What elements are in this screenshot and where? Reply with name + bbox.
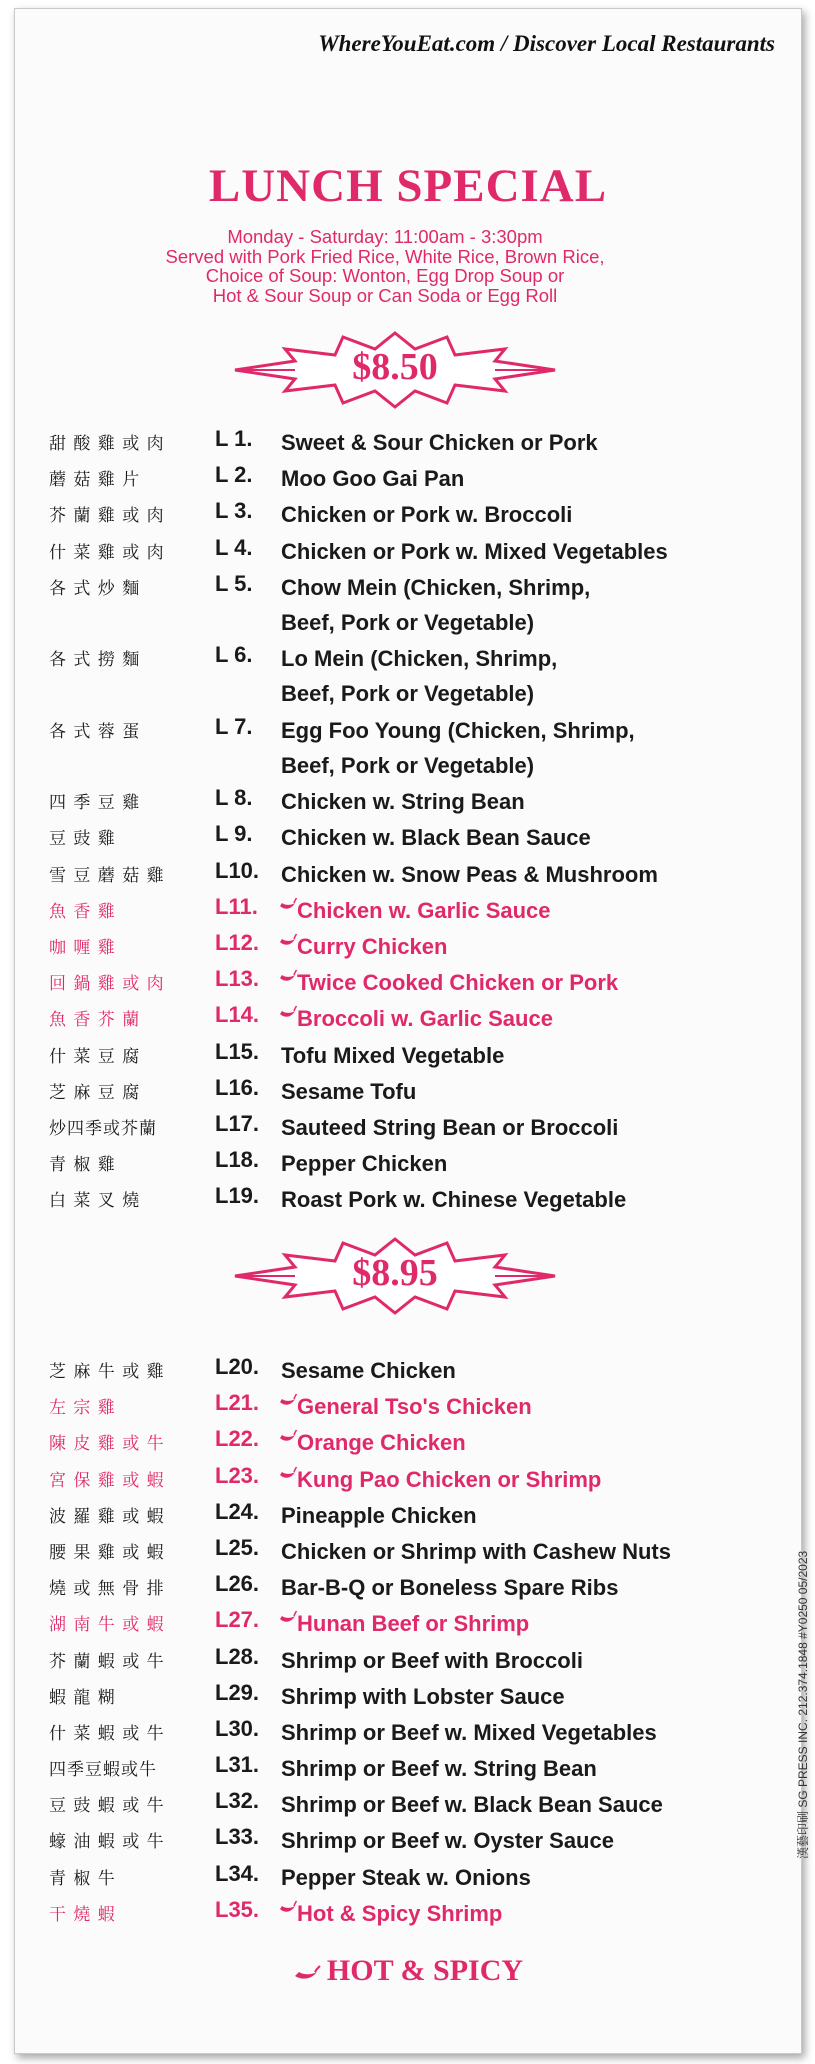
pepper-icon (279, 1900, 297, 1914)
dish-name-line: Shrimp with Lobster Sauce (281, 1683, 565, 1709)
chinese-name: 四 季 豆 雞 (49, 793, 141, 814)
chinese-name: 宮 保 雞 或 蝦 (49, 1470, 165, 1491)
dish-name (297, 1462, 797, 1497)
dish-name (281, 784, 781, 819)
pepper-icon (279, 1610, 297, 1624)
chinese-name: 芝 麻 牛 或 雞 (49, 1362, 165, 1382)
dish-name-line: Chow Mein (Chicken, Shrimp, (281, 574, 591, 600)
lunch-hours: Monday - Saturday: 11:00am - 3:30pm (227, 226, 543, 247)
dish-name (297, 1896, 797, 1931)
dish-name-line: Chicken or Pork w. Mixed Vegetables (281, 538, 668, 564)
dish-name (281, 1074, 781, 1109)
item-code: L29. (215, 1679, 260, 1705)
item-code: L35. (215, 1896, 260, 1922)
item-code: L14. (215, 1002, 260, 1028)
chinese-name: 干 燒 蝦 (49, 1904, 116, 1925)
dish-name-line: Tofu Mixed Vegetable (281, 1042, 505, 1068)
chinese-name: 燒 或 無 骨 排 (49, 1579, 165, 1600)
item-code: L 8. (215, 785, 253, 811)
price-label: $8.95 (352, 1252, 438, 1294)
dish-name (281, 1787, 781, 1822)
chinese-name: 青 椒 雞 (49, 1155, 116, 1176)
dish-name-line: Sweet & Sour Chicken or Pork (281, 430, 598, 455)
dish-name-line: Pineapple Chicken (281, 1502, 477, 1528)
price-badge-850 (225, 331, 565, 409)
chinese-name: 湖 南 牛 或 蝦 (49, 1615, 165, 1636)
chinese-name: 炒四季或芥蘭 (49, 1118, 157, 1139)
chinese-name: 青 椒 牛 (49, 1868, 116, 1889)
site-header: WhereYouEat.com / Discover Local Restaurants (318, 31, 775, 56)
price-badge-895 (225, 1237, 565, 1315)
dish-name (281, 497, 781, 532)
dish-name (281, 1182, 781, 1217)
dish-name-line: Shrimp or Beef w. Oyster Sauce (281, 1828, 614, 1854)
chinese-name: 蝦 龍 糊 (49, 1687, 116, 1708)
dish-name (281, 1751, 781, 1786)
dish-name (297, 1389, 797, 1424)
dish-name (297, 1001, 797, 1036)
dish-name (281, 534, 781, 569)
chinese-name: 魚 香 芥 蘭 (49, 1010, 141, 1031)
dish-name (281, 1715, 781, 1750)
dish-name-line-2: Beef, Pork or Vegetable) (281, 752, 535, 778)
item-code: L33. (215, 1824, 260, 1850)
dish-name-line: Shrimp or Beef with Broccoli (281, 1647, 583, 1673)
item-code: L27. (215, 1607, 260, 1633)
item-code: L11. (215, 893, 258, 919)
menu-sheet (14, 8, 810, 2054)
item-code: L 7. (215, 713, 253, 739)
dish-name (297, 893, 797, 928)
dish-name (281, 425, 781, 460)
chinese-name: 芝 麻 豆 腐 (49, 1082, 141, 1103)
item-code: L31. (215, 1752, 260, 1778)
dish-name (281, 820, 781, 855)
rice-options: Served with Pork Fried Rice, White Rice, Brown Rice, (165, 245, 605, 267)
dish-name-line: Chicken w. String Bean (281, 789, 525, 815)
dish-name-line: Chicken or Pork w. Broccoli (281, 502, 573, 528)
item-code: L19. (215, 1183, 260, 1209)
chinese-name: 蠔 油 蝦 或 牛 (49, 1832, 165, 1853)
dish-name (281, 1534, 781, 1569)
item-code: L15. (215, 1038, 260, 1064)
item-code: L13. (215, 966, 260, 992)
dish-name (281, 1679, 781, 1714)
chinese-name: 腰 果 雞 或 蝦 (49, 1542, 165, 1563)
item-code: L12. (215, 930, 260, 955)
chinese-name: 咖 喱 雞 (49, 938, 116, 958)
item-code: L 5. (215, 570, 253, 596)
dish-name (281, 857, 781, 892)
dish-name (281, 1643, 781, 1678)
chinese-name: 波 羅 雞 或 蝦 (49, 1506, 165, 1527)
chinese-name: 什 菜 豆 腐 (49, 1046, 141, 1067)
chinese-name: 芥 蘭 蝦 或 牛 (49, 1651, 165, 1672)
item-code: L32. (215, 1788, 260, 1814)
dish-name-line: Pepper Chicken (281, 1151, 448, 1177)
dish-name (297, 1606, 797, 1641)
dish-name (281, 461, 781, 496)
dish-name-line: Curry Chicken (297, 934, 448, 959)
item-code: L23. (215, 1462, 260, 1488)
drink-options: Hot & Sour Soup or Can Soda or Egg Roll (212, 284, 558, 306)
dish-name-line: Egg Foo Young (Chicken, Shrimp, (281, 717, 635, 743)
chinese-name: 豆 豉 雞 (49, 829, 116, 850)
chinese-name: 豆 豉 蝦 或 牛 (49, 1796, 165, 1817)
item-code: L21. (215, 1390, 260, 1416)
dish-name-line: Sauteed String Bean or Broccoli (281, 1114, 619, 1140)
lunch-info (105, 227, 665, 305)
pepper-icon (279, 1393, 297, 1407)
chinese-name: 白 菜 叉 燒 (49, 1191, 141, 1212)
soup-options: Choice of Soup: Wonton, Egg Drop Soup or (205, 265, 565, 286)
item-code: L 4. (215, 534, 253, 560)
dish-name-line: General Tso's Chicken (297, 1394, 532, 1420)
dish-name-line-2: Beef, Pork or Vegetable) (281, 609, 535, 635)
item-code: L10. (215, 857, 260, 883)
dish-name (281, 1038, 781, 1073)
item-code: L24. (215, 1498, 260, 1524)
pepper-icon (279, 969, 297, 983)
item-code: L 2. (215, 462, 253, 488)
dish-name-line: Kung Pao Chicken or Shrimp (297, 1466, 602, 1492)
dish-name-line: Orange Chicken (297, 1430, 466, 1456)
dish-name-line: Chicken w. Black Bean Sauce (281, 825, 591, 851)
dish-name-line: Lo Mein (Chicken, Shrimp, (281, 646, 558, 672)
item-code: L18. (215, 1147, 260, 1173)
item-code: L25. (215, 1534, 260, 1560)
legend-label: HOT & SPICY (326, 1954, 524, 1987)
dish-name-line: Shrimp or Beef w. Mixed Vegetables (281, 1719, 657, 1745)
item-code: L34. (215, 1860, 260, 1886)
chinese-name: 各 式 炒 麵 (49, 578, 141, 599)
item-code: L17. (215, 1110, 260, 1136)
chinese-name: 四季豆蝦或牛 (49, 1760, 157, 1781)
dish-name (281, 1110, 781, 1145)
chinese-name: 各 式 撈 麵 (49, 650, 141, 671)
dish-name-line: Chicken or Shrimp with Cashew Nuts (281, 1538, 671, 1564)
dish-name-line: Chicken w. Garlic Sauce (297, 897, 551, 923)
item-code: L 6. (215, 642, 253, 668)
dish-name (281, 1570, 781, 1605)
pepper-icon (293, 1964, 321, 1982)
item-code: L20. (215, 1354, 260, 1379)
dish-name-line: Hunan Beef or Shrimp (297, 1611, 530, 1637)
pepper-icon (279, 1005, 297, 1019)
dish-name-line: Bar-B-Q or Boneless Spare Ribs (281, 1575, 619, 1601)
pepper-icon (279, 1429, 297, 1443)
item-code: L28. (215, 1643, 260, 1669)
dish-name-line: Shrimp or Beef w. String Bean (281, 1756, 597, 1782)
printer-note: 漢藝印刷 SG PRESS INC. 212.374.1848 #Y0250 05/2023 (796, 1550, 810, 1859)
chinese-name: 什 菜 雞 或 肉 (49, 542, 165, 563)
item-code: L16. (215, 1074, 260, 1100)
hot-spicy-legend (15, 1954, 801, 1988)
page-title: LUNCH SPECIAL (208, 160, 608, 212)
dish-name (281, 1823, 781, 1858)
dish-name (281, 1146, 781, 1181)
chinese-name: 芥 蘭 雞 或 肉 (49, 506, 165, 527)
chinese-name: 各 式 蓉 蛋 (49, 721, 141, 742)
dish-name-line: Hot & Spicy Shrimp (297, 1900, 503, 1926)
dish-name (297, 929, 797, 964)
dish-name-line: Pepper Steak w. Onions (281, 1864, 531, 1890)
dish-name (297, 1425, 797, 1460)
dish-name (281, 641, 781, 711)
chinese-name: 甜 酸 雞 或 肉 (49, 434, 165, 454)
chinese-name: 雪 豆 蘑 菇 雞 (49, 865, 165, 886)
pepper-icon (279, 897, 297, 911)
dish-name (281, 570, 781, 640)
dish-name (281, 713, 781, 783)
dish-name-line: Chicken w. Snow Peas & Mushroom (281, 861, 658, 887)
item-code: L22. (215, 1426, 260, 1452)
chinese-name: 魚 香 雞 (49, 901, 116, 922)
pepper-icon (279, 933, 297, 947)
pepper-icon (279, 1466, 297, 1480)
item-code: L 9. (215, 821, 253, 847)
item-code: L 1. (215, 426, 253, 451)
chinese-name: 什 菜 蝦 或 牛 (49, 1723, 165, 1744)
item-code: L 3. (215, 498, 253, 524)
price-label: $8.50 (352, 346, 438, 388)
dish-name-line: Broccoli w. Garlic Sauce (297, 1006, 553, 1032)
dish-name-line: Sesame Chicken (281, 1358, 456, 1383)
dish-name (297, 965, 797, 1000)
dish-name-line: Moo Goo Gai Pan (281, 466, 465, 492)
chinese-name: 回 鍋 雞 或 肉 (49, 974, 165, 995)
dish-name-line-2: Beef, Pork or Vegetable) (281, 681, 535, 707)
dish-name-line: Shrimp or Beef w. Black Bean Sauce (281, 1792, 663, 1818)
item-code: L26. (215, 1571, 260, 1597)
dish-name-line: Roast Pork w. Chinese Vegetable (281, 1187, 627, 1213)
chinese-name: 左 宗 雞 (49, 1398, 116, 1419)
dish-name-line: Twice Cooked Chicken or Pork (297, 970, 619, 996)
chinese-name: 蘑 菇 雞 片 (49, 470, 141, 491)
dish-name-line: Sesame Tofu (281, 1078, 417, 1104)
dish-name (281, 1860, 781, 1895)
chinese-name: 陳 皮 雞 或 牛 (49, 1434, 165, 1455)
dish-name (281, 1498, 781, 1533)
dish-name (281, 1353, 781, 1388)
item-code: L30. (215, 1715, 260, 1741)
